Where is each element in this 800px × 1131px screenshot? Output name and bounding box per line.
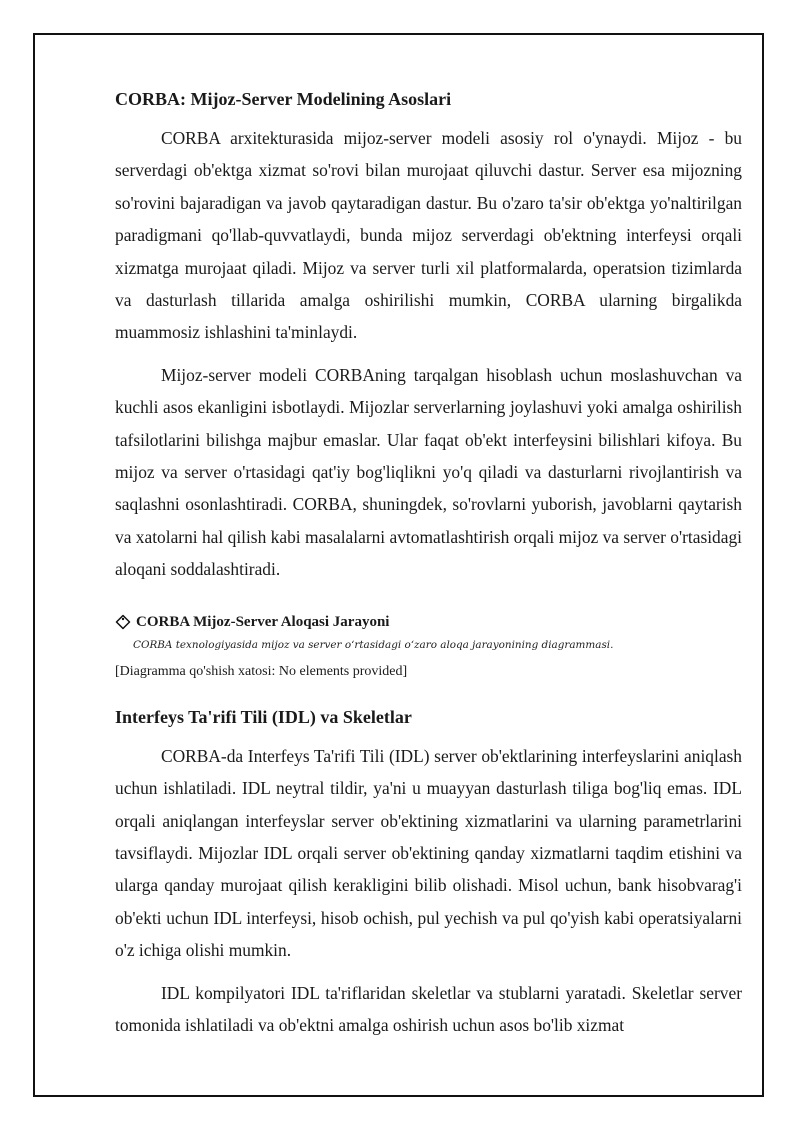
paragraph: CORBA arxitekturasida mijoz-server modeli asosiy rol o'ynaydi. Mijoz - bu serverdagi ob'ektga xizmat so'rovi bilan murojaat qiluvchi dastur. Server esa mijozning so'rovini bajaradigan va javob qaytaradigan dastur. Bu o'zaro ta'sir ob'ektga yo'naltirilgan paradigmani qo'llab-quvvatlaydi, bunda mijoz serverdagi ob'ektning interfeysi orqali xizmatga murojaat qiladi. Mijoz va server turli xil platformalarda, operatsion tizimlarda va dasturlash tillarida amalga oshirilishi mumkin, CORBA ularning birgalikda muammosiz ishlashini ta'minlaydi. [115,128,742,343]
figure-error-message: [Diagramma qo'shish xatosi: No elements provided] [115,663,408,679]
figure-title [115,612,742,632]
paragraph: Mijoz-server modeli CORBAning tarqalgan hisoblash uchun moslashuvchan va kuchli asos ekanligini isbotlaydi. Mijozlar serverlarning joylashuvi yoki amalga oshirilish tafsilotlarini bilishga majbur emaslar. Ular faqat ob'ekt interfeysini bilishlari kifoya. Bu mijoz va server o'rtasidagi qat'iy bog'liqlikni yo'q qiladi va dasturlarni rivojlantirish va saqlashni osonlashtiradi. CORBA, shuningdek, so'rovlarni yuborish, javoblarni qaytarish va xatolarni hal qilish kabi masalalarni avtomatlashtirish orqali mijoz va server o'rtasidagi aloqani soddalashtiradi. [115,364,742,580]
paragraph: CORBA-da Interfeys Ta'rifi Tili (IDL) server ob'ektlarining interfeyslarini aniqlash uchun ishlatiladi. IDL neytral tildir, ya'ni u muayyan dasturlash tiliga bog'liq emas. IDL orqali aniqlangan interfeyslar server ob'ektining xizmatlarini va ularning parametrlarini tavsiflaydi. Mijozlar IDL orqali server ob'ektining qanday xizmatlarni taqdim etishini va ularga qanday murojaat qilish kerakligini bilib olishadi. Misol uchun, bank hisobvarag'i ob'ekti uchun IDL interfeysi, hisob ochish, pul yechish va pul qo'yish kabi operatsiyalarni o'z ichiga olishi mumkin. [115,745,742,961]
document-body [115,86,742,1041]
paragraph: IDL kompilyatori IDL ta'riflaridan skeletlar va stublarni yaratadi. Skeletlar server tomonida ishlatiladi va ob'ektni amalga oshirish uchun asos bo'lib xizmat [115,982,742,1035]
figure-title-text: CORBA Mijoz-Server Aloqasi Jarayoni [136,613,390,630]
section-heading-client-server: CORBA: Mijoz-Server Modelining Asoslari [115,89,452,109]
section-heading-idl: Interfeys Ta'rifi Tili (IDL) va Skeletlar [115,706,412,727]
tag-icon [115,614,131,630]
figure-caption: CORBA texnologiyasida mijoz va server o‘rtasidagi o‘zaro aloqa jarayonining diagrammasi. [133,638,614,651]
